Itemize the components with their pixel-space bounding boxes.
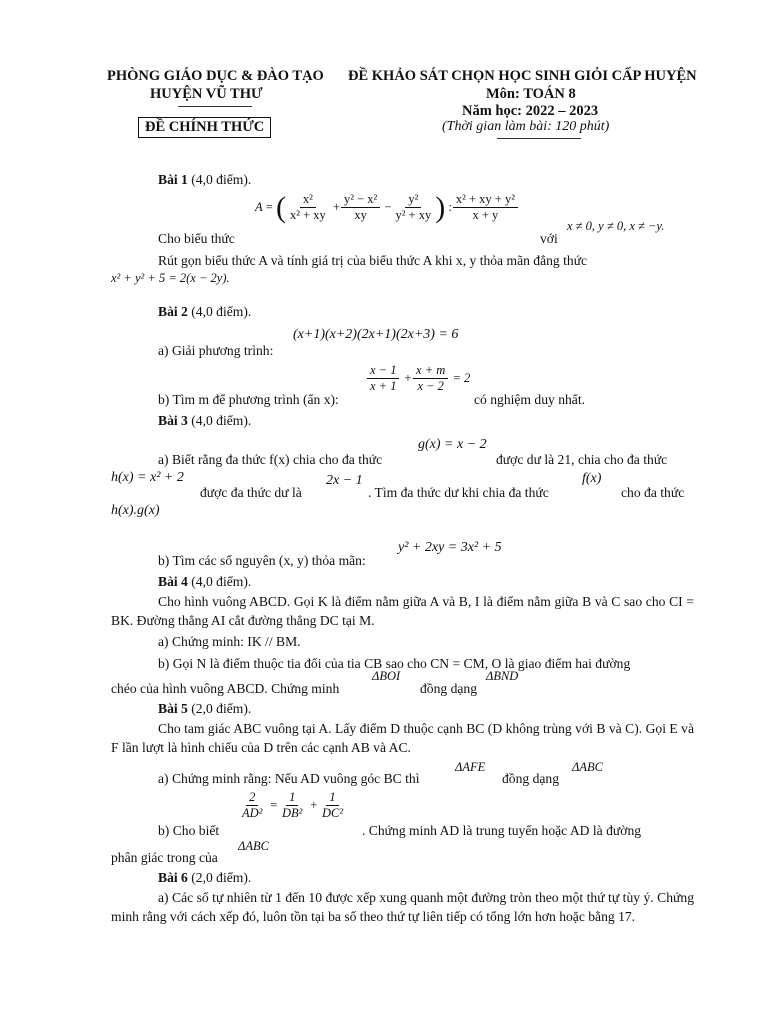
bai3-h: h(x) = x² + 2 [111,470,184,485]
bai5-b-line1b: . Chứng minh AD là trung tuyến hoặc AD là đường [362,823,642,838]
subject: Môn: TOÁN 8 [486,86,576,102]
bai1-expression: A = ( $\frac{\text{x²}}{\text{x² + xy}}$ + $\frac{\text{y² − x²}}{xy}$ − $\frac{\text{y²}}{\text{y² + xy}}$ ) : $\frac{\text{x² + xy + y²}}{x + y}$ [255,192,519,223]
bai2-title: Bài 2 [158,304,188,319]
bai4-bnd: ΔBND [486,669,519,683]
bai2-b-equation: $\frac{x - 1}{x + 1}$ + $\frac{x + m}{x - 2}$ = 2 [366,363,470,394]
bai5-a: a) Chứng minh rằng: Nếu AD vuông góc BC thì [158,771,420,786]
bai5-afe: ΔAFE [455,760,486,774]
bai1-text: Rút gọn biểu thức A và tính giá trị của biểu thức A khi x, y thỏa mãn đẳng thức [158,253,588,268]
bai6-title: Bài 6 [158,870,188,885]
bai1-heading [158,170,251,189]
bai5-paragraph: Cho tam giác ABC vuông tại A. Lấy điểm D thuộc cạnh BC (D không trùng với B và C). Gọi E và F lần lượt là hình chiếu của D trên các cạnh AB và AC. [111,721,694,755]
bai3-hg: h(x).g(x) [111,503,160,518]
school-year: Năm học: 2022 – 2023 [462,103,599,119]
bai5-points: (2,0 điểm). [187,701,252,716]
bai2-b-label: b) Tìm m để phương trình (ẩn x): [158,392,339,407]
bai4-title: Bài 4 [158,574,188,589]
bai5-title: Bài 5 [158,701,188,716]
header-left-underline [178,106,252,107]
bai4-paragraph: Cho hình vuông ABCD. Gọi K là điểm nằm giữa A và B, I là điểm nằm giữa B và C sao cho CI = BK. Đường thẳng AI cắt đường thẳng DC tại M. [111,594,694,628]
department-name: PHÒNG GIÁO DỤC & ĐÀO TẠO [107,68,324,84]
bai3-f: f(x) [582,471,602,486]
bai2-b-tail: có nghiệm duy nhất. [474,392,585,407]
bai3-remainder: 2x − 1 [326,473,363,488]
district-name: HUYỆN VŨ THƯ [150,86,263,102]
bai1-title: Bài 1 [158,172,188,187]
bai3-points: (4,0 điểm). [187,413,252,428]
bai4-b-line2: chéo của hình vuông ABCD. Chứng minh [111,681,340,696]
bai5-abc2: ΔABC [238,839,269,853]
bai3-b-equation: y² + 2xy = 3x² + 5 [398,540,502,555]
bai1-condition: x ≠ 0, y ≠ 0, x ≠ −y. [567,219,665,233]
bai4-a: a) Chứng minh: IK // BM. [158,634,301,649]
bai2-heading [158,302,251,321]
bai3-title: Bài 3 [158,413,188,428]
bai2-a-equation: (x+1)(x+2)(2x+1)(2x+3) = 6 [293,327,459,342]
bai6-heading [158,868,251,887]
official-exam-label: ĐỀ CHÍNH THỨC [138,117,271,138]
bai3-g: g(x) = x − 2 [418,437,487,452]
time-limit: (Thời gian làm bài: 120 phút) [442,119,610,134]
bai5-similar: đồng dạng [502,771,560,786]
bai3-a-line2c: cho đa thức [621,485,685,500]
bai4-b-line1: b) Gọi N là điểm thuộc tia đối của tia CB sao cho CN = CM, O là giao điểm hai đường [158,656,631,671]
bai1-intro: Cho biểu thức [158,231,235,246]
bai3-a-line2b: . Tìm đa thức dư khi chia đa thức [368,485,549,500]
bai6-points: (2,0 điểm). [187,870,252,885]
bai2-points: (4,0 điểm). [187,304,252,319]
bai4-boi: ΔBOI [372,669,401,683]
bai3-a-line1b: được dư là 21, chia cho đa thức [496,452,668,467]
bai5-b-line2: phân giác trong của [111,850,218,865]
exam-title: ĐỀ KHẢO SÁT CHỌN HỌC SINH GIỎI CẤP HUYỆN [348,68,697,84]
bai1-equation: x² + y² + 5 = 2(x − 2y). [111,271,230,285]
bai3-heading [158,411,251,430]
bai5-b-equation: $\frac{2}{\text{AD²}}$ = $\frac{1}{\text{DB²}}$ + $\frac{1}{\text{DC²}}$ [242,790,344,820]
bai3-a-line2: được đa thức dư là [200,485,302,500]
bai4-heading [158,572,251,591]
bai5-abc: ΔABC [572,760,603,774]
bai3-a-line1: a) Biết rằng đa thức f(x) chia cho đa thức [158,452,383,467]
bai4-similar: đồng dạng [420,681,478,696]
bai6-a: a) Các số tự nhiên từ 1 đến 10 được xếp xung quanh một đường tròn theo một thứ tự tùy ý. Chứng minh rằng với cách xếp đó, luôn tồn tại ba số theo thứ tự liên tiếp có tổng lớn hơn hoặc bằng 17. [111,890,694,924]
bai2-a-text: a) Giải phương trình: [158,343,274,358]
bai5-b-line1: b) Cho biết [158,823,220,838]
bai4-points: (4,0 điểm). [187,574,252,589]
bai5-heading [158,699,251,718]
bai1-with: với [540,231,558,246]
header-right-underline [497,138,581,139]
bai2-b-text [158,390,339,409]
bai1-points: (4,0 điểm). [187,172,252,187]
bai3-b-text: b) Tìm các số nguyên (x, y) thỏa mãn: [158,553,366,568]
